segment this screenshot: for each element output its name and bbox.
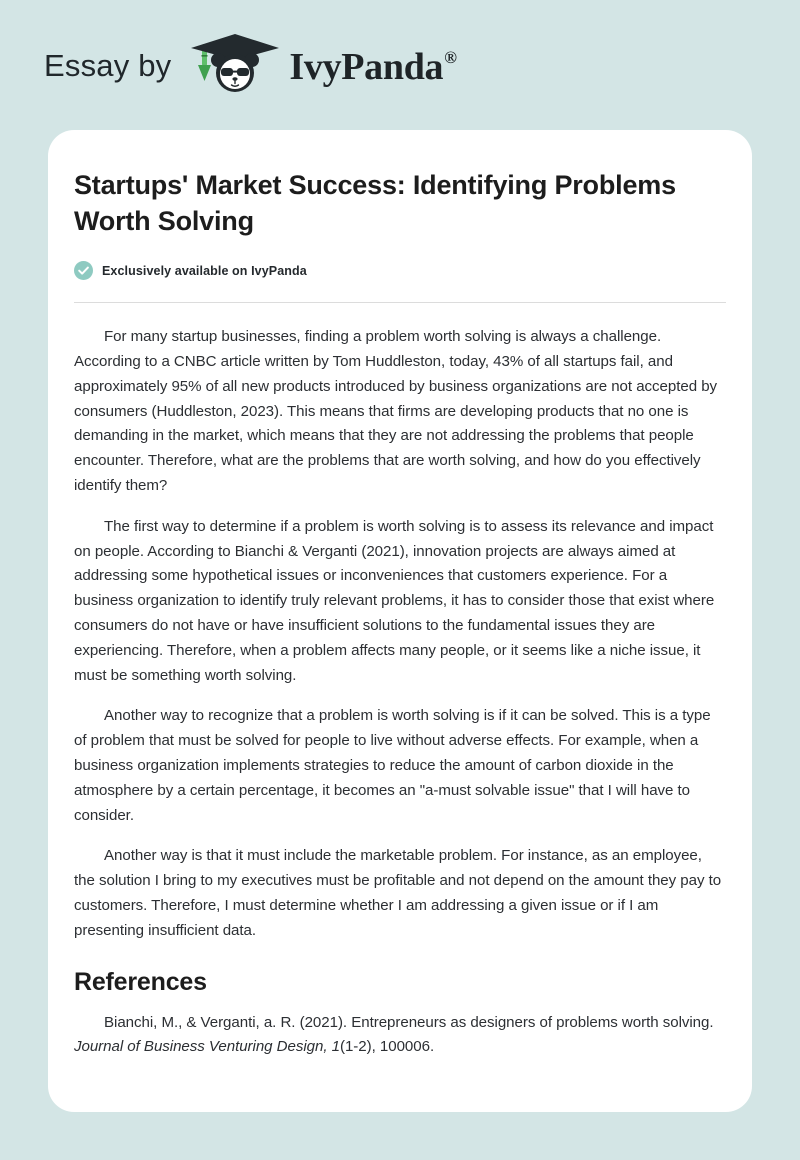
reference-pre-italic: Bianchi, M., & Verganti, a. R. (2021). Entrepreneurs as designers of problems worth solving.: [104, 1013, 714, 1031]
check-circle-icon: [74, 261, 93, 280]
document-card: [48, 130, 752, 1112]
ivypanda-logo[interactable]: [187, 36, 455, 94]
essay-body: [74, 325, 726, 943]
body-paragraph: For many startup businesses, finding a problem worth solving is always a challenge. According to a CNBC article written by Tom Huddleston, today, 43% of all startups fail, and approximately 95% of all new products introduced by business organizations are not accepted by consumers (Huddleston, 2023). This means that firms are developing products that no one is demanding in the market, which means that they are not addressing the problems that people encounter. Therefore, what are the problems that are worth solving, and how do you effectively identify them?: [74, 328, 718, 495]
brand-name-text: IvyPanda: [289, 46, 444, 88]
brand-wordmark: [289, 48, 455, 86]
reference-post-italic: (1-2), 100006.: [339, 1038, 435, 1056]
exclusivity-badge-label: Exclusively available on IvyPanda: [102, 263, 307, 278]
references-heading: References: [74, 967, 207, 996]
header-divider: [74, 302, 726, 303]
reference-journal-title: Journal of Business Venturing Design, 1: [74, 1038, 340, 1056]
registered-trademark-symbol: ®: [444, 48, 457, 68]
body-paragraph: Another way to recognize that a problem is worth solving is if it can be solved. This is a type of problem that must be solved for people to live without adverse effects. For example, when a business organization implements strategies to reduce the amount of carbon dioxide in the atmosphere by a certain percentage, it becomes an "a-must solvable issue" that I will have to consider.: [74, 707, 711, 824]
brand-header: [0, 0, 800, 130]
essay-by-label: Essay by: [44, 47, 172, 83]
exclusivity-badge: [74, 261, 726, 280]
body-paragraph: Another way is that it must include the marketable problem. For instance, as an employee, the solution I bring to my executives must be profitable and not depend on the amount they pay to customers. Therefore, I must determine whether I am addressing a given issue or if I am presenting insufficient data.: [74, 847, 722, 939]
panda-graduate-logo-icon: [187, 32, 283, 94]
body-paragraph: The first way to determine if a problem is worth solving is to assess its relevance and impact on people. According to Bianchi & Verganti (2021), innovation projects are always aimed at addressing some hypothetical issues or inconveniences that customers experience. For a business organization to identify truly relevant problems, it has to consider those that exist where consumers do not have or have insufficient solutions to the fundamental issues they are experiencing. Therefore, when a problem affects many people, or it seems like a niche issue, it must be something worth solving.: [74, 517, 715, 684]
page-title: Startups' Market Success: Identifying Problems Worth Solving: [74, 170, 676, 236]
reference-entry: [74, 1011, 726, 1061]
